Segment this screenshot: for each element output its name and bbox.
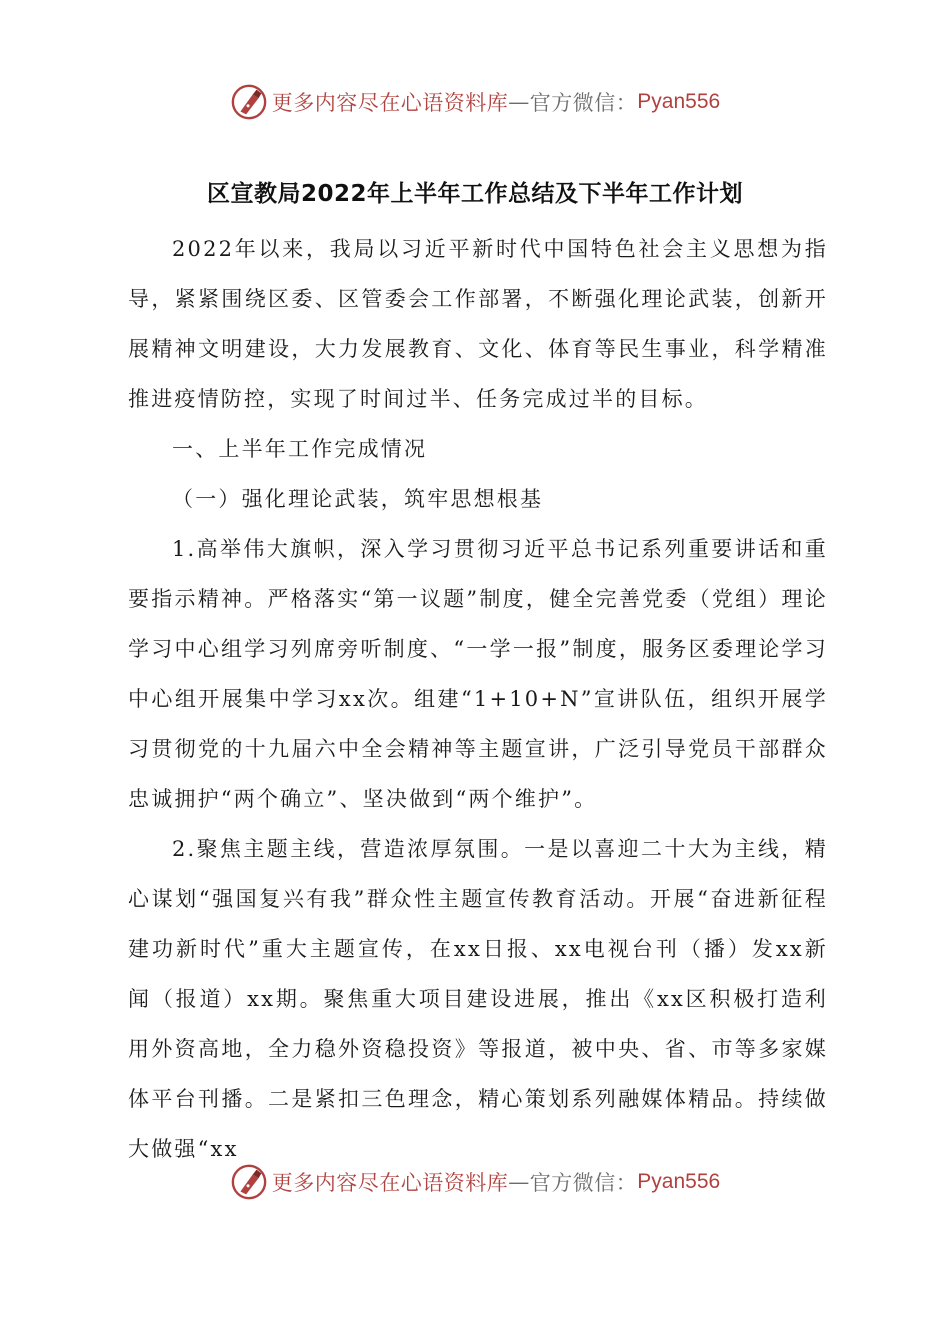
- document-body: [128, 224, 828, 1174]
- paragraph-intro: 2022年以来，我局以习近平新时代中国特色社会主义思想为指导，紧紧围绕区委、区管委会工作部署，不断强化理论武装，创新开展精神文明建设，大力发展教育、文化、体育等民生事业，科学精准推进疫情防控，实现了时间过半、任务完成过半的目标。: [128, 237, 828, 411]
- header-watermark: [0, 80, 950, 124]
- watermark-brand-text: 更多内容尽在心语资料库: [271, 91, 509, 115]
- subsection-heading: （一）强化理论武装，筑牢思想根基: [172, 487, 544, 511]
- watermark-brand-text: 更多内容尽在心语资料库: [271, 1171, 509, 1195]
- pen-nib-logo-icon: [230, 1163, 268, 1201]
- section-heading: 一、上半年工作完成情况: [172, 437, 428, 461]
- watermark-wechat-label: 官方微信：: [529, 91, 638, 115]
- watermark-wechat-id: Pyan556: [637, 1170, 721, 1193]
- watermark-separator: —: [508, 90, 530, 114]
- watermark-wechat-id: Pyan556: [637, 90, 721, 113]
- footer-watermark: [0, 1160, 950, 1204]
- pen-nib-logo-icon: [230, 83, 268, 121]
- paragraph-item-1: 1.高举伟大旗帜，深入学习贯彻习近平总书记系列重要讲话和重要指示精神。严格落实“第一议题”制度，健全完善党委（党组）理论学习中心组学习列席旁听制度、“一学一报”制度，服务区委理论学习中心组开展集中学习xx次。组建“1+10+N”宣讲队伍，组织开展学习贯彻党的十九届六中全会精神等主题宣讲，广泛引导党员干部群众忠诚拥护“两个确立”、坚决做到“两个维护”。: [128, 537, 828, 811]
- paragraph-item-2: 2.聚焦主题主线，营造浓厚氛围。一是以喜迎二十大为主线，精心谋划“强国复兴有我”群众性主题宣传教育活动。开展“奋进新征程建功新时代”重大主题宣传，在xx日报、xx电视台刊（播）发xx新闻（报道）xx期。聚焦重大项目建设进展，推出《xx区积极打造利用外资高地，全力稳外资稳投资》等报道，被中央、省、市等多家媒体平台刊播。二是紧扣三色理念，精心策划系列融媒体精品。持续做大做强“xx: [128, 837, 828, 1161]
- watermark-wechat-label: 官方微信：: [529, 1171, 638, 1195]
- document-title: 区宣教局2022年上半年工作总结及下半年工作计划: [206, 181, 743, 207]
- watermark-separator: —: [508, 1170, 530, 1194]
